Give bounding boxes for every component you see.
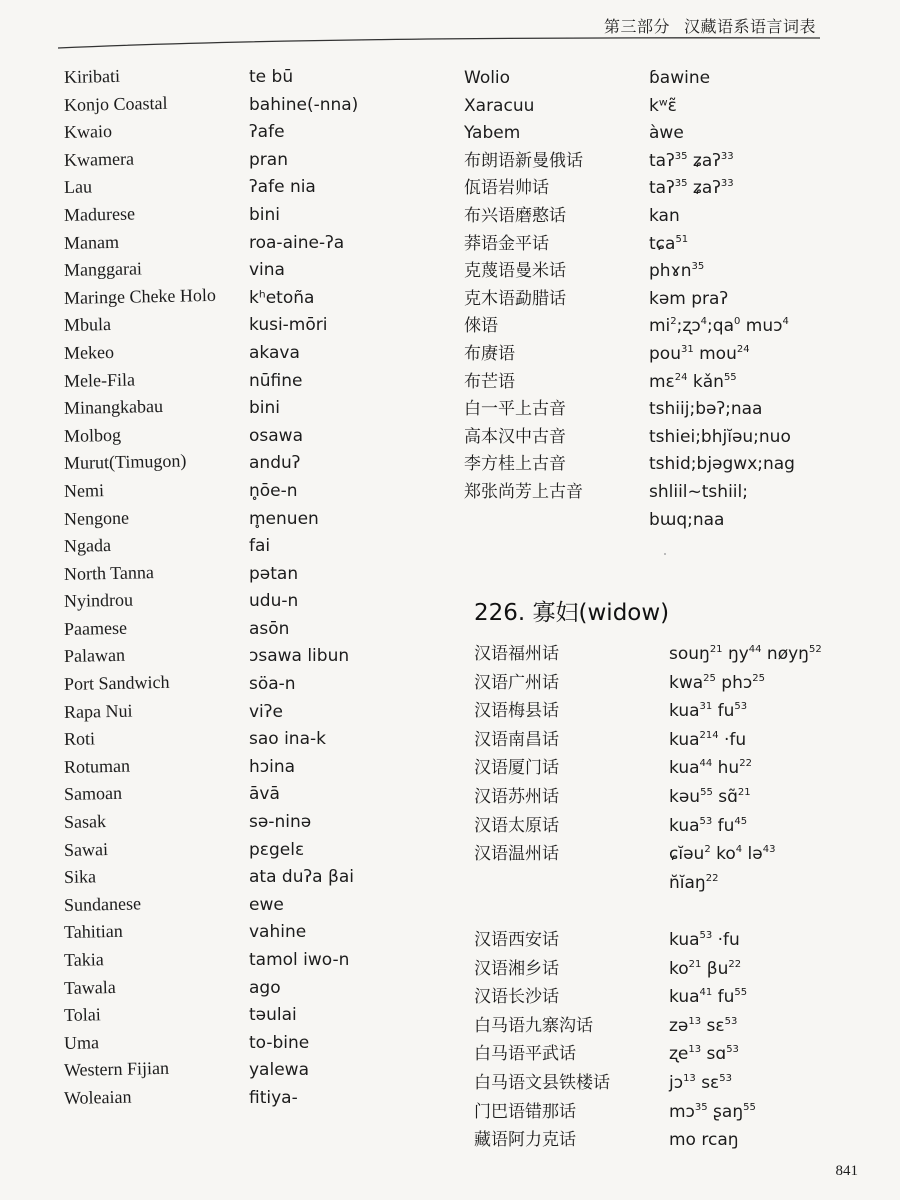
- language-name: Rotuman: [63, 755, 131, 777]
- word-form: tshiei;bhjĭǝu;nuo: [649, 426, 791, 447]
- language-name: Nemi: [63, 480, 105, 501]
- language-name: Tolai: [63, 1004, 101, 1026]
- entry-row: [64, 671, 424, 699]
- entry-row: [64, 1085, 424, 1113]
- language-name: 佤语岩帅话: [464, 178, 549, 199]
- language-name: Yabem: [464, 123, 521, 144]
- word-form: tshiij;bəʔ;naa: [649, 399, 763, 420]
- word-form: vina: [249, 260, 285, 281]
- language-name: 汉语梅县话: [474, 701, 559, 722]
- entry-row: [64, 285, 424, 313]
- word-form: təulai: [249, 1005, 297, 1026]
- word-form: te bū: [249, 67, 294, 87]
- language-name: Sawai: [63, 838, 109, 860]
- word-form: bahine(-nna): [249, 94, 359, 115]
- word-form: roa-aine-ʔa: [249, 232, 345, 253]
- language-name: 汉语福州话: [474, 644, 559, 664]
- entry-row: [474, 697, 854, 726]
- language-name: Madurese: [63, 203, 136, 225]
- word-form: fai: [249, 536, 271, 557]
- entry-row: [64, 230, 424, 258]
- language-name: 白马语平武话: [474, 1044, 576, 1065]
- language-name: 克木语勐腊话: [464, 288, 566, 309]
- entry-row: [464, 313, 844, 341]
- language-name: Ngada: [63, 535, 112, 557]
- print-speck: [664, 553, 666, 555]
- language-name: 汉语湘乡话: [474, 958, 559, 979]
- word-form: jɔ$^{13}$ sɛ$^{53}$: [669, 1072, 732, 1093]
- word-form: ɔsawa libun: [249, 646, 350, 667]
- word-form: taʔ$^{35}$ ʑaʔ$^{33}$: [649, 178, 734, 199]
- word-form: ʔafe: [249, 122, 285, 143]
- entry-row: [464, 258, 844, 286]
- language-name: Palawan: [63, 645, 126, 667]
- entry-row: [474, 669, 854, 698]
- language-name: 白马语文县铁楼话: [474, 1072, 610, 1093]
- language-name: 克蔑语曼米话: [464, 261, 566, 282]
- language-name: Murut(Timugon): [63, 450, 187, 474]
- language-name: Port Sandwich: [63, 671, 170, 695]
- language-name: 倈语: [464, 316, 498, 337]
- language-name: Sundanese: [63, 893, 142, 915]
- word-form: m̥enuen: [249, 508, 319, 529]
- entry-row: [64, 395, 424, 423]
- language-name: Mbula: [63, 314, 112, 336]
- entry-row: [64, 147, 424, 175]
- language-name: Mele-Fila: [63, 369, 136, 391]
- entry-row: [474, 983, 854, 1012]
- word-form: tamol iwo-n: [249, 950, 350, 970]
- word-form: ewe: [249, 894, 284, 915]
- entry-row: [474, 1012, 854, 1041]
- language-name: Wolio: [464, 68, 511, 88]
- word-form: kua$^{31}$ $fu^{53}$: [669, 701, 748, 722]
- language-name: 莽语金平话: [464, 233, 549, 254]
- entry-row: [474, 1126, 854, 1155]
- language-name: 李方桂上古音: [464, 454, 566, 475]
- entry-row: [64, 699, 424, 727]
- word-form: $ko^{21}$ $\beta u^{22}$: [669, 958, 742, 979]
- language-name: Molbog: [63, 424, 122, 446]
- entry-row: [464, 231, 844, 259]
- language-name: Woleaian: [63, 1086, 132, 1108]
- entry-row: [64, 312, 424, 340]
- entry-row: [464, 93, 844, 121]
- language-name: 郑张尚芳上古音: [464, 481, 583, 502]
- entry-row: [474, 754, 854, 783]
- word-form: kwa$^{25}$ phɔ$^{25}$: [669, 672, 765, 693]
- word-form: osawa: [249, 425, 303, 446]
- word-form: kəm praʔ: [649, 288, 729, 309]
- word-form: kua$^{53}$ $fu^{45}$: [669, 815, 748, 836]
- entry-row: [464, 148, 844, 176]
- entry-row: [464, 203, 844, 231]
- word-form: vahine: [249, 922, 307, 943]
- entry-row: [474, 1040, 854, 1069]
- language-name: 汉语南昌话: [474, 729, 559, 750]
- language-name: Maringe Cheke Holo: [63, 284, 217, 308]
- language-name: Kiribati: [63, 65, 121, 87]
- word-form: bɯq;naa: [649, 509, 725, 530]
- entry-row: [474, 783, 854, 812]
- language-name: Xaracuu: [464, 95, 535, 116]
- word-form: kəu$^{55}$ sɑ̃$^{21}$: [669, 786, 751, 807]
- entry-row: [64, 781, 424, 809]
- entry-row: [64, 561, 424, 589]
- word-form: tshid;bjəgwx;nag: [649, 454, 795, 475]
- entry-row: [474, 955, 854, 984]
- word-list-right-top: [464, 65, 844, 534]
- word-form: ʐe$^{13}$ sɑ$^{53}$: [669, 1044, 739, 1065]
- language-name: Lau: [63, 176, 93, 198]
- entry-row: [64, 892, 424, 920]
- language-name: Samoan: [63, 783, 123, 805]
- word-form: kan: [649, 205, 680, 226]
- entry-row: [64, 726, 424, 754]
- entry-row: [64, 1002, 424, 1030]
- word-form: ʔafe nia: [249, 177, 316, 198]
- entry-row: [64, 616, 424, 644]
- word-form: söa-n: [249, 674, 296, 695]
- language-name: Western Fijian: [63, 1058, 170, 1081]
- entry-row: [64, 423, 424, 451]
- word-form: viʔe: [249, 701, 283, 722]
- word-form: bini: [249, 204, 281, 225]
- language-name: North Tanna: [63, 561, 155, 584]
- word-form: pətan: [249, 563, 299, 584]
- language-name: Minangkabau: [63, 396, 164, 419]
- language-name: 汉语西安话: [474, 929, 559, 950]
- word-form: akava: [249, 342, 300, 363]
- word-form: mo rcaŋ: [669, 1130, 739, 1151]
- entry-row: [64, 119, 424, 147]
- language-name: Tawala: [63, 976, 116, 998]
- entry-row: [64, 1057, 424, 1085]
- entry-row: [64, 754, 424, 782]
- language-name: Paamese: [63, 617, 128, 639]
- entry-row: [64, 202, 424, 230]
- entry-row: [464, 341, 844, 369]
- language-name: Nyindrou: [63, 589, 134, 612]
- word-form: fitiya-: [249, 1087, 298, 1108]
- language-name: Manam: [63, 231, 120, 253]
- entry-row: [64, 919, 424, 947]
- language-name: 汉语厦门话: [474, 758, 559, 779]
- word-form: kua$^{214}$ ·fu: [669, 729, 747, 750]
- language-name: Roti: [63, 728, 96, 750]
- entry-row: [464, 451, 844, 479]
- language-name: 白一平上古音: [464, 399, 566, 420]
- entry-row: [64, 506, 424, 534]
- entry-row: [64, 947, 424, 975]
- entry-row: [64, 174, 424, 202]
- language-name: 汉语广州话: [474, 672, 559, 693]
- entry-row: [64, 478, 424, 506]
- word-form: pran: [249, 149, 288, 170]
- word-form: nūfine: [249, 370, 303, 391]
- entry-row: [474, 869, 854, 898]
- word-form: sə-ninə: [249, 812, 312, 833]
- language-name: 汉语长沙话: [474, 987, 559, 1008]
- word-form: to-bine: [249, 1032, 310, 1053]
- language-name: Rapa Nui: [63, 700, 133, 722]
- language-name: 汉语温州话: [474, 844, 559, 865]
- entry-row: [464, 175, 844, 203]
- language-name: 白马语九寨沟话: [474, 1015, 593, 1036]
- entry-row: [64, 809, 424, 837]
- entry-row: [464, 65, 844, 93]
- header-title: 汉藏语系语言词表: [683, 19, 816, 36]
- entry-row: [64, 533, 424, 561]
- word-form: kua$^{53}$ ·fu: [669, 929, 740, 950]
- language-name: 藏语阿力克话: [474, 1130, 576, 1151]
- entry-row: [64, 643, 424, 671]
- language-name: Kwamera: [63, 148, 135, 170]
- word-form: yalewa: [249, 1060, 309, 1081]
- entry-row: [464, 396, 844, 424]
- word-form: anduʔ: [249, 453, 301, 474]
- language-name: Sasak: [63, 811, 107, 833]
- word-list-right-bottom: [474, 640, 854, 1155]
- entry-row: [464, 286, 844, 314]
- word-form: āvā: [249, 784, 280, 805]
- language-name: Mekeo: [63, 341, 115, 363]
- word-form: asōn: [249, 618, 290, 639]
- entry-row: [474, 926, 854, 955]
- header-part: 第三部分: [603, 19, 670, 36]
- entry-row: [64, 92, 424, 120]
- language-name: 布朗语新曼俄话: [464, 150, 583, 171]
- entry-row: [464, 120, 844, 148]
- word-form: n̆ĭaŋ$^{22}$: [669, 872, 719, 893]
- entry-row: [464, 424, 844, 452]
- language-name: Nengone: [63, 507, 130, 529]
- word-form: kʰetoña: [249, 287, 315, 308]
- word-form: ata duʔa βai: [249, 867, 354, 888]
- entry-row: [474, 1098, 854, 1127]
- word-form: pou$^{31}$ mou$^{24}$: [649, 343, 750, 364]
- word-form: ago: [249, 977, 281, 998]
- entry-row: [464, 369, 844, 397]
- entry-row: [464, 479, 844, 507]
- entry-row: [474, 1069, 854, 1098]
- word-form: kusi-mōri: [249, 315, 328, 336]
- entry-row: [464, 507, 844, 535]
- language-name: Tahitian: [63, 921, 123, 943]
- word-form: kua$^{41}$ $fu^{55}$: [669, 987, 748, 1008]
- entry-row: [64, 257, 424, 285]
- entry-row: [474, 726, 854, 755]
- entry-row: [64, 975, 424, 1003]
- language-name: 布芒语: [464, 371, 515, 392]
- language-name: Takia: [63, 949, 104, 970]
- entry-row: [474, 840, 854, 869]
- word-form: pɛgelɛ: [249, 839, 305, 860]
- word-form: ɓawine: [649, 68, 711, 88]
- entry-row: [64, 1030, 424, 1058]
- word-form: kua$^{44}$ $hu^{22}$: [669, 758, 752, 779]
- word-form: shliil~tshiil;: [649, 481, 748, 502]
- word-form: bini: [249, 398, 281, 419]
- language-name: 布兴语磨憨话: [464, 205, 566, 226]
- word-form: taʔ$^{35}$ ʑaʔ$^{33}$: [649, 150, 734, 171]
- entry-row: [64, 837, 424, 865]
- language-name: Manggarai: [63, 258, 143, 281]
- entry-row: [64, 64, 424, 92]
- language-name: 高本汉中古音: [464, 426, 566, 447]
- entry-row: [64, 450, 424, 478]
- language-name: 门巴语错那话: [474, 1101, 576, 1122]
- word-form: kʷɛ̃: [649, 95, 677, 116]
- word-form: tɕa$^{51}$: [649, 233, 689, 254]
- word-form: mɛ$^{24}$ kǎn$^{55}$: [649, 371, 737, 392]
- language-name: Uma: [63, 1032, 100, 1053]
- word-form: n̥ōe-n: [249, 480, 298, 501]
- language-name: Kwaio: [63, 121, 113, 143]
- word-form: udu-n: [249, 591, 299, 612]
- language-name: 汉语苏州话: [474, 786, 559, 807]
- language-name: 布赓语: [464, 343, 515, 364]
- word-form: àwe: [649, 123, 684, 144]
- word-list-left: [64, 64, 424, 1113]
- entry-row: [64, 368, 424, 396]
- language-name: Sika: [63, 866, 97, 888]
- header-rule: [58, 36, 820, 50]
- word-form: mɔ$^{35}$ ʂaŋ$^{55}$: [669, 1101, 756, 1122]
- word-form: sao ina-k: [249, 729, 326, 750]
- entry-row: [474, 897, 854, 926]
- language-name: 汉语太原话: [474, 815, 559, 836]
- entry-row: [474, 812, 854, 841]
- word-form: zə$^{13}$ sɛ$^{53}$: [669, 1015, 738, 1036]
- page-number: 841: [835, 1163, 858, 1179]
- language-name: Konjo Coastal: [63, 92, 168, 115]
- section-title: 226. 寡妇(widow): [474, 600, 670, 626]
- word-form: ɕĭəu$^2$ $ko^4$ lə$^{43}$: [669, 844, 776, 865]
- running-header: [604, 14, 816, 37]
- entry-row: [64, 864, 424, 892]
- entry-row: [64, 340, 424, 368]
- word-form: hɔina: [249, 756, 296, 777]
- word-form: $mi^2;ʐɔ^4;qa^0$ muɔ$^4$: [649, 316, 789, 337]
- word-form: phɤn$^{35}$: [649, 261, 705, 282]
- entry-row: [64, 588, 424, 616]
- entry-row: [474, 640, 854, 669]
- word-form: souŋ$^{21}$ $ŋy^{44}$ nøyŋ$^{52}$: [669, 644, 822, 664]
